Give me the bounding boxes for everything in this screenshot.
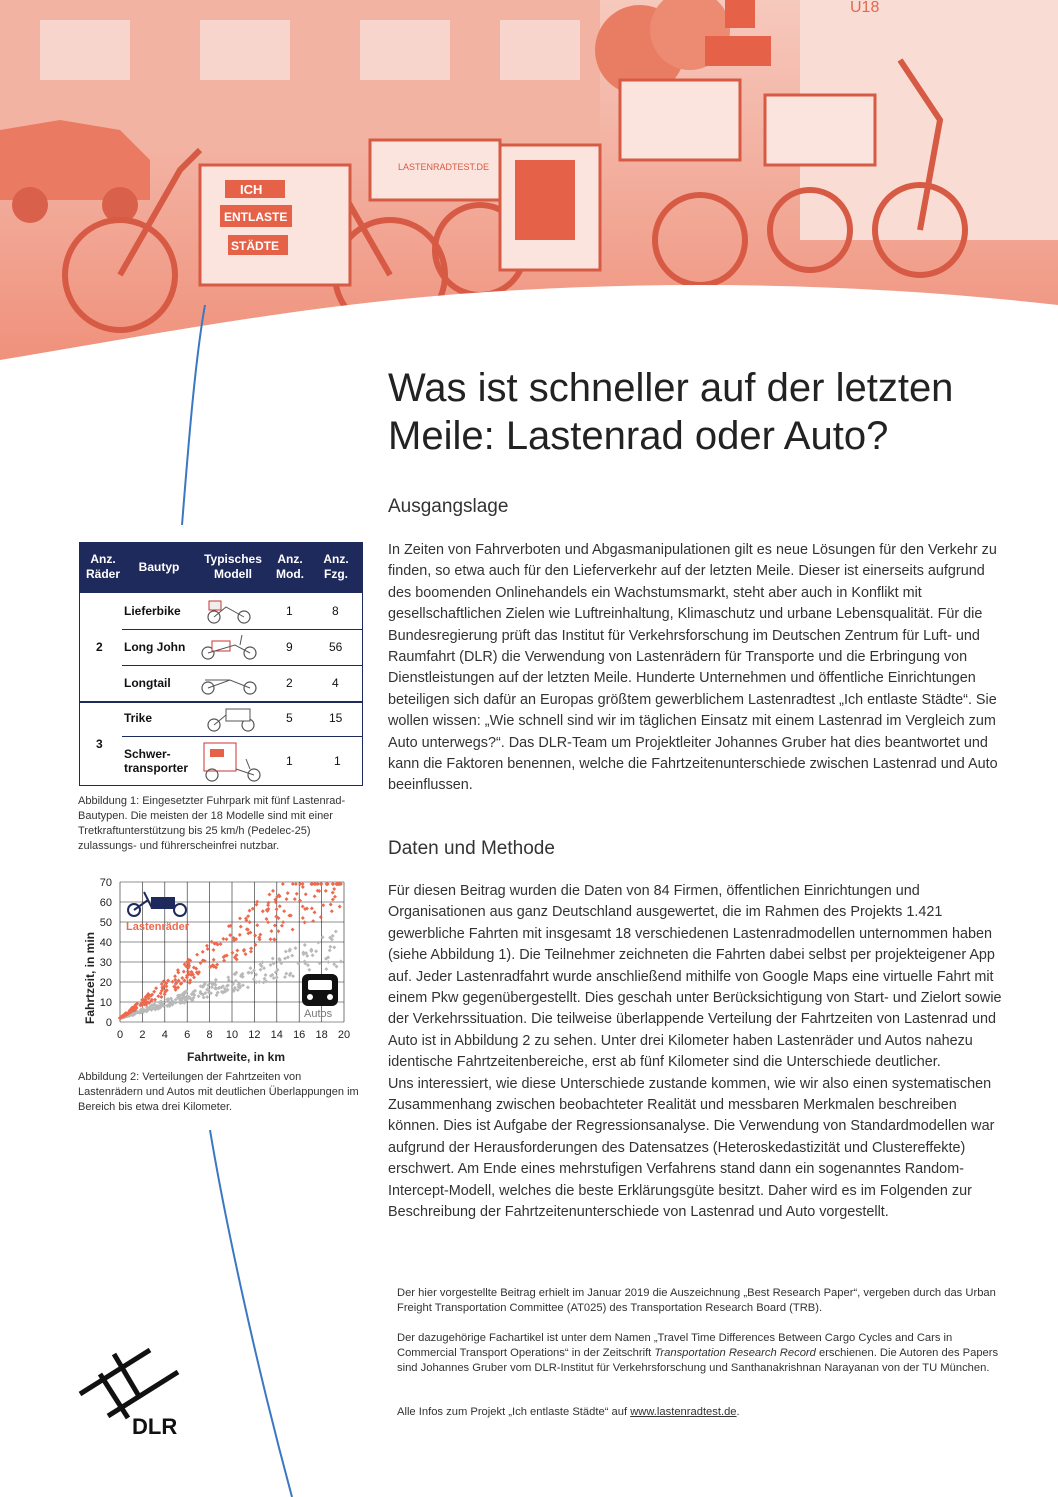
data-point (219, 942, 223, 946)
data-point (252, 977, 256, 981)
data-point (311, 953, 315, 957)
data-point (176, 971, 180, 975)
row-type: Long John (124, 640, 186, 654)
data-point (249, 946, 253, 950)
data-point (153, 998, 157, 1002)
row-type: Trike (124, 711, 153, 725)
data-point (285, 897, 289, 901)
row-type: Lieferbike (124, 604, 181, 618)
data-point (225, 937, 229, 941)
data-point (314, 949, 318, 953)
data-point (311, 919, 315, 923)
data-point (211, 948, 215, 952)
y-tick-label: 20 (99, 977, 112, 989)
data-point (324, 889, 328, 893)
data-point (303, 920, 307, 924)
data-point (212, 958, 216, 962)
data-point (301, 882, 305, 886)
data-point (313, 894, 317, 898)
data-point (205, 944, 209, 948)
data-point (235, 949, 239, 953)
row-mod: 9 (286, 640, 293, 654)
row-mod: 5 (286, 711, 293, 725)
data-point (197, 994, 201, 998)
note-article (397, 1331, 1007, 1377)
data-point (332, 887, 336, 891)
data-point (284, 972, 288, 976)
hero-sign-2: ENTLASTE (224, 210, 288, 224)
data-point (206, 947, 210, 951)
y-tick-label: 60 (99, 897, 112, 909)
data-point (338, 905, 342, 909)
note-article-text-a: Der dazugehörige Fachartikel ist unter dem Namen „Travel Time Differences Between Cargo Cycles and Cars in Commercial Transport Operations“ in der Zeitschrift (397, 1332, 953, 1360)
data-point (291, 928, 295, 932)
x-tick-label: 6 (184, 1029, 191, 1041)
data-point (295, 892, 299, 896)
data-point (261, 909, 265, 913)
data-point (252, 968, 256, 972)
data-point (294, 882, 298, 886)
data-point (281, 882, 285, 886)
row-fzg: 8 (332, 604, 339, 618)
y-tick-label: 0 (105, 1017, 112, 1029)
hero-sign-3: STÄDTE (231, 239, 279, 253)
note-link-text: Alle Infos zum Projekt „Ich entlaste Städte“ auf (397, 1406, 631, 1418)
data-point (241, 983, 245, 987)
legend-lastenraeder: Lastenräder (126, 921, 189, 933)
data-point (248, 966, 252, 970)
header-anz-fzg: Anz. Fzg. (323, 552, 349, 581)
data-point (221, 937, 225, 941)
caption-abbildung-1: Abbildung 1: Eingesetzter Fuhrpark mit fünf Lastenrad-Bautypen. Die meisten der 18 Modelle sind mit einer Tretkraftunterstützung bis 25 km/h (Pedelec-25) zulassungs- und führerscheinfrei nutzbar. (78, 795, 346, 852)
data-point (290, 954, 294, 958)
hero-number: U18 (850, 0, 880, 16)
data-point (246, 985, 250, 989)
row-fzg: 1 (334, 754, 341, 768)
paragraph-ausgangslage (388, 540, 1010, 797)
row-type: Schwer-transporter (124, 747, 189, 775)
caption-abbildung-2: Abbildung 2: Verteilungen der Fahrtzeiten von Lastenrädern und Autos mit deutlichen Überlappungen im Bereich bis etwa drei Kilometer. (78, 1071, 359, 1113)
data-point (313, 910, 317, 914)
note-award: Der hier vorgestellte Beitrag erhielt im Januar 2019 die Auszeichnung „Best Research Paper“, vergeben durch das Urban Freight Transportation Committee (AT025) des Transportation Research Board (TRB). (397, 1287, 996, 1315)
data-point (244, 952, 248, 956)
dlr-logo-text: DLR (132, 1414, 178, 1439)
hero-box-label: LASTENRADTEST.DE (398, 162, 490, 172)
data-point (273, 938, 277, 942)
x-tick-label: 8 (206, 1029, 213, 1041)
data-point (254, 980, 258, 984)
longtail-icon (200, 668, 260, 696)
y-tick-label: 10 (99, 997, 112, 1009)
fleet-table (79, 542, 363, 786)
trike-icon (204, 703, 258, 733)
page-title-line-1: Was ist schneller auf der letzten (388, 366, 954, 410)
x-tick-label: 18 (315, 1029, 328, 1041)
dlr-logo (78, 1346, 188, 1441)
y-tick-label: 40 (99, 937, 112, 949)
data-point (275, 975, 279, 979)
hero-photo-cargo-bikes (0, 0, 1058, 380)
data-point (335, 882, 339, 886)
data-point (156, 994, 160, 998)
data-point (319, 915, 323, 919)
header-modell: Typisches Modell (204, 552, 262, 581)
data-point (293, 946, 297, 950)
data-point (182, 970, 186, 974)
data-point (325, 882, 329, 886)
data-point (199, 961, 203, 965)
note-journal: Transportation Research Record (654, 1347, 816, 1360)
x-tick-label: 0 (116, 1029, 124, 1041)
scatter-chart (78, 872, 368, 1067)
paragraph-ausgangslage-text: In Zeiten von Fahrverboten und Abgasmanipulationen gilt es neue Lösungen für den Verkehr zu finden, so etwa auch für den Lieferverkehr auf der letzten Meile. Dieser ist einerseits aufgrund des boomenden Onlinehandels ein Wachstumsmarkt, steht aber auch in Konflikt mit gesellschaftlichen Zielen wie Luftreinhaltung, Klimaschutz und urbane Lebensqualität. Für die Bundesregierung prüft das Institut für Verkehrsforschung im Deutschen Zentrum für Luft- und Raumfahrt (DLR) die Verwendung von Lastenrädern für Transporte und die Erbringung von Dienstleistungen auf der letzten Meile. Hunderte Unternehmen und öffentliche Einrichtungen beteiligen sich dafür an Europas größtem gewerblichem Lastenradtest „Ich entlaste Städte“. Sie wollen wissen: „Wie schnell sind wir im täglichen Einsatz mit einem Lastenrad im Vergleich zum Auto unterwegs?“. Das DLR-Team um Projektleiter Johannes Gruber hat dies beantwortet und kann die Faktoren benennen, welche die Fahrtzeitenunterschiede zwischen Lastenrad und Auto beeinflussen. (388, 542, 998, 794)
data-point (269, 929, 273, 933)
long-john-icon (200, 631, 260, 661)
section-heading-ausgangslage: Ausgangslage (388, 496, 509, 517)
data-point (304, 892, 308, 896)
data-point (195, 953, 199, 957)
data-point (319, 882, 323, 886)
schwertransporter-icon (202, 739, 264, 783)
data-point (281, 920, 285, 924)
data-point (328, 945, 332, 949)
data-point (255, 923, 259, 927)
data-point (264, 973, 268, 977)
x-tick-label: 2 (139, 1029, 146, 1041)
x-tick-label: 14 (270, 1029, 283, 1041)
data-point (152, 990, 156, 994)
note-link-line (397, 1405, 1007, 1420)
note-link-end: . (736, 1406, 740, 1418)
y-tick-label: 30 (99, 957, 112, 969)
data-point (332, 945, 336, 949)
paragraph-methode-text-1: Für diesen Beitrag wurden die Daten von 84 Firmen, öffentlichen Einrichtungen und Organisationen aus ganz Deutschland ausgewertet, die im Rahmen des Projekts 1.421 gewerbliche Fahrten mit insgesamt 18 verschiedenen Lastenradmodellen unternommen haben (siehe Abbildung 1). Die Teilnehmer zeichneten die Fahrten dabei selbst per projekteigener App auf. Jeder Lastenradfahrt wurde anschließend mithilfe von Google Maps eine virtuelle Fahrt mit einem Pkw gegenübergestellt. Dies geschah unter Berücksichtigung von Start- und Zielort sowie der Verkehrssituation. Die teilweise überlappende Verteilung der Fahrtzeiten von Lastenrad und Auto ist in Abbildung 2 zu sehen. Unter drei Kilometer haben Lastenräder und Autos nahezu identische Fahrtzeitenbereiche, erst ab fünf Kilometer sind die Unterschiede deutlicher. (388, 883, 1002, 1071)
data-point (266, 901, 270, 905)
group-3-raeder: 3 (96, 737, 103, 751)
lieferbike-icon (204, 595, 254, 625)
data-point (188, 978, 192, 982)
paragraph-methode-text-2: Uns interessiert, wie diese Unterschiede zustande kommen, wie wir also einen systematischen Zusammenhang zwischen beobachteter Realität und messbaren Merkmalen beschreiben können. Dies ist Aufgabe der Regressionsanalyse. Die Verwendung von Standardmodellen war aufgrund der Herausforderungen des Datensatzes (Heteroskedastizität und Clustereffekte) erschwert. Am Ende eines mehrstufigen Verfahrens stand dann ein sogenanntes Random-Intercept-Modell, welches die beste Erklärungsgüte besitzt. Daher wird es im Folgenden zur Beschreibung der Fahrtzeitenunterschiede von Lastenrad und Auto vorgestellt. (388, 1075, 995, 1221)
data-point (255, 903, 259, 907)
data-point (154, 986, 158, 990)
row-fzg: 56 (329, 640, 343, 654)
x-tick-label: 16 (293, 1029, 306, 1041)
legend-autos: Autos (304, 1008, 333, 1020)
page-title-line-2: Meile: Lastenrad oder Auto? (388, 414, 889, 458)
data-point (333, 895, 337, 899)
data-point (326, 960, 330, 964)
note-article-text-b: erschienen. Die Autoren des Papers sind Johannes Gruber vom DLR-Institut für Verkehrsforschung und Santhanakrishnan Narayanan von der TU München. (397, 1347, 999, 1375)
data-point (214, 978, 218, 982)
data-point (238, 933, 242, 937)
data-point (331, 891, 335, 895)
row-fzg: 15 (329, 711, 343, 725)
data-point (316, 941, 320, 945)
data-point (324, 967, 328, 971)
data-point (329, 903, 333, 907)
x-tick-label: 4 (161, 1029, 168, 1041)
data-point (301, 916, 305, 920)
car-icon (302, 974, 338, 1006)
data-point (267, 892, 271, 896)
data-point (264, 917, 268, 921)
row-mod: 2 (286, 676, 293, 690)
row-type: Longtail (124, 676, 171, 690)
data-point (303, 943, 307, 947)
data-point (310, 882, 314, 886)
data-point (210, 985, 214, 989)
data-point (255, 900, 259, 904)
data-point (321, 935, 325, 939)
data-point (246, 971, 250, 975)
y-tick-label: 70 (99, 877, 112, 889)
data-point (334, 929, 338, 933)
page-title (388, 364, 1028, 460)
data-point (330, 909, 334, 913)
data-point (291, 974, 295, 978)
data-point (278, 904, 282, 908)
data-point (173, 974, 177, 978)
data-point (159, 995, 163, 999)
data-point (230, 951, 234, 955)
data-point (248, 920, 252, 924)
data-point (283, 975, 287, 979)
data-point (273, 923, 277, 927)
data-point (202, 995, 206, 999)
hero-sign-1: ICH (240, 182, 263, 197)
data-point (234, 979, 238, 983)
y-tick-label: 50 (99, 917, 112, 929)
data-point (231, 982, 235, 986)
data-point (201, 950, 205, 954)
data-point (331, 882, 335, 886)
data-point (271, 957, 275, 961)
data-point (253, 934, 257, 938)
project-link[interactable]: www.lastenradtest.de (630, 1406, 737, 1418)
data-point (331, 898, 335, 902)
paragraph-methode (388, 881, 1010, 1224)
data-point (282, 909, 286, 913)
x-axis-label: Fahrtweite, in km (186, 1050, 286, 1064)
row-fzg: 4 (332, 676, 339, 690)
data-point (328, 948, 332, 952)
section-heading-methode: Daten und Methode (388, 838, 555, 859)
data-point (228, 933, 232, 937)
data-point (254, 973, 258, 977)
row-mod: 1 (286, 604, 293, 618)
data-point (266, 920, 270, 924)
x-tick-label: 20 (337, 1029, 351, 1041)
x-tick-label: 12 (248, 1029, 261, 1041)
data-point (280, 924, 284, 928)
data-point (238, 916, 242, 920)
data-point (275, 907, 279, 911)
data-point (286, 891, 290, 895)
data-point (293, 897, 297, 901)
data-point (301, 905, 305, 909)
header-anz-mod: Anz. Mod. (276, 552, 304, 581)
group-2-raeder: 2 (96, 640, 103, 654)
table-header (80, 543, 362, 593)
row-mod: 1 (286, 754, 293, 768)
data-point (307, 968, 311, 972)
data-point (226, 975, 230, 979)
data-point (174, 1001, 178, 1005)
data-point (271, 889, 275, 893)
x-tick-label: 10 (225, 1029, 239, 1041)
data-point (339, 959, 343, 963)
data-point (284, 949, 288, 953)
data-point (239, 925, 243, 929)
data-point (310, 906, 314, 910)
data-point (205, 995, 209, 999)
y-axis-label: Fahrtzeit, in min (83, 931, 97, 1025)
data-point (248, 909, 252, 913)
header-raeder: Anz. Räder (85, 552, 120, 581)
cargo-bike-icon (128, 892, 186, 916)
data-point (268, 937, 272, 941)
data-point (259, 968, 263, 972)
header-bautyp: Bautyp (138, 560, 180, 574)
